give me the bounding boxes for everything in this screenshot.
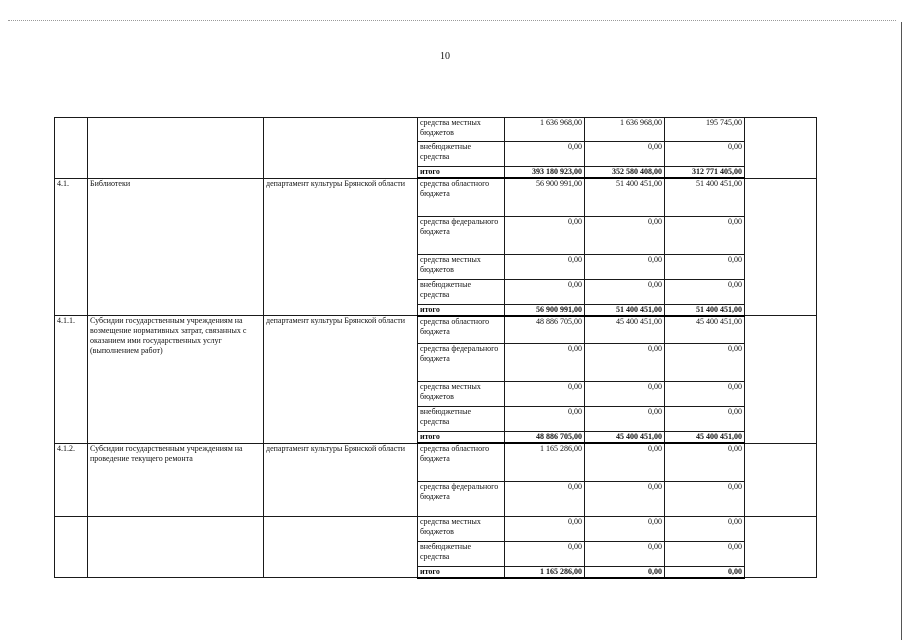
row-name: Библиотеки — [88, 178, 264, 316]
value-cell: 45 400 451,00 — [585, 432, 665, 444]
value-cell: 0,00 — [585, 541, 665, 566]
row-name — [88, 516, 264, 578]
value-cell: 0,00 — [665, 344, 745, 382]
funding-source: итого — [418, 566, 505, 578]
value-cell: 1 636 968,00 — [585, 118, 665, 142]
funding-source: средства федерального бюджета — [418, 216, 505, 254]
value-cell: 45 400 451,00 — [665, 432, 745, 444]
value-cell: 0,00 — [585, 254, 665, 279]
table-row — [55, 316, 817, 344]
value-cell: 0,00 — [585, 142, 665, 167]
row-name: Субсидии государственным учреждениям на возмещение нормативных затрат, связанных с оказанием ими государственных услуг (выполнением работ) — [88, 316, 264, 444]
value-cell: 0,00 — [585, 516, 665, 541]
row-code: 4.1.2. — [55, 443, 88, 516]
value-cell: 0,00 — [665, 407, 745, 432]
value-cell: 195 745,00 — [665, 118, 745, 142]
value-cell: 0,00 — [505, 142, 585, 167]
funding-source: средства областного бюджета — [418, 316, 505, 344]
funding-source: итого — [418, 432, 505, 444]
value-cell: 0,00 — [585, 216, 665, 254]
row-executor — [264, 516, 418, 578]
value-cell: 312 771 405,00 — [665, 167, 745, 179]
value-cell: 0,00 — [665, 516, 745, 541]
value-cell: 0,00 — [585, 382, 665, 407]
table-row — [55, 118, 817, 142]
value-cell: 0,00 — [665, 382, 745, 407]
empty-cell — [745, 316, 817, 444]
funding-source: средства областного бюджета — [418, 443, 505, 481]
value-cell: 0,00 — [665, 142, 745, 167]
value-cell: 0,00 — [665, 254, 745, 279]
value-cell: 0,00 — [585, 279, 665, 304]
value-cell: 0,00 — [505, 216, 585, 254]
table-row — [55, 516, 817, 541]
value-cell: 48 886 705,00 — [505, 316, 585, 344]
value-cell: 0,00 — [505, 254, 585, 279]
value-cell: 0,00 — [585, 566, 665, 578]
value-cell: 0,00 — [505, 344, 585, 382]
value-cell: 0,00 — [665, 566, 745, 578]
empty-cell — [745, 443, 817, 516]
value-cell: 0,00 — [505, 516, 585, 541]
funding-source: средства областного бюджета — [418, 178, 505, 216]
funding-source: средства местных бюджетов — [418, 118, 505, 142]
value-cell: 45 400 451,00 — [665, 316, 745, 344]
row-code — [55, 516, 88, 578]
row-executor — [264, 118, 418, 179]
funding-source: внебюджетные средства — [418, 407, 505, 432]
scan-artifact-line — [8, 20, 896, 21]
page-number: 10 — [440, 51, 450, 62]
row-code — [55, 118, 88, 179]
value-cell: 0,00 — [665, 216, 745, 254]
value-cell: 0,00 — [505, 481, 585, 516]
table-row — [55, 178, 817, 216]
row-code: 4.1.1. — [55, 316, 88, 444]
value-cell: 51 400 451,00 — [585, 304, 665, 316]
funding-source: итого — [418, 304, 505, 316]
value-cell: 51 400 451,00 — [665, 178, 745, 216]
value-cell: 56 900 991,00 — [505, 178, 585, 216]
value-cell: 45 400 451,00 — [585, 316, 665, 344]
value-cell: 51 400 451,00 — [665, 304, 745, 316]
value-cell: 0,00 — [505, 279, 585, 304]
value-cell: 0,00 — [665, 481, 745, 516]
funding-source: итого — [418, 167, 505, 179]
value-cell: 0,00 — [505, 407, 585, 432]
value-cell: 0,00 — [585, 481, 665, 516]
row-name — [88, 118, 264, 179]
scan-edge-line — [901, 22, 902, 640]
funding-source: средства местных бюджетов — [418, 382, 505, 407]
funding-source: внебюджетные средства — [418, 541, 505, 566]
funding-source: внебюджетные средства — [418, 279, 505, 304]
value-cell: 0,00 — [585, 344, 665, 382]
funding-source: внебюджетные средства — [418, 142, 505, 167]
value-cell: 352 580 408,00 — [585, 167, 665, 179]
empty-cell — [745, 118, 817, 179]
value-cell: 51 400 451,00 — [585, 178, 665, 216]
empty-cell — [745, 178, 817, 316]
value-cell: 0,00 — [665, 443, 745, 481]
funding-source: средства местных бюджетов — [418, 516, 505, 541]
value-cell: 0,00 — [585, 407, 665, 432]
empty-cell — [745, 516, 817, 578]
value-cell: 48 886 705,00 — [505, 432, 585, 444]
value-cell: 1 165 286,00 — [505, 566, 585, 578]
row-executor: департамент культуры Брянской области — [264, 316, 418, 444]
row-code: 4.1. — [55, 178, 88, 316]
table-row — [55, 443, 817, 481]
value-cell: 0,00 — [505, 541, 585, 566]
funding-source: средства местных бюджетов — [418, 254, 505, 279]
value-cell: 1 165 286,00 — [505, 443, 585, 481]
funding-source: средства федерального бюджета — [418, 344, 505, 382]
row-name: Субсидии государственным учреждениям на проведение текущего ремонта — [88, 443, 264, 516]
value-cell: 393 180 923,00 — [505, 167, 585, 179]
funding-source: средства федерального бюджета — [418, 481, 505, 516]
value-cell: 56 900 991,00 — [505, 304, 585, 316]
value-cell: 0,00 — [665, 279, 745, 304]
value-cell: 0,00 — [665, 541, 745, 566]
value-cell: 0,00 — [505, 382, 585, 407]
value-cell: 1 636 968,00 — [505, 118, 585, 142]
row-executor: департамент культуры Брянской области — [264, 443, 418, 516]
budget-table — [54, 117, 817, 579]
row-executor: департамент культуры Брянской области — [264, 178, 418, 316]
value-cell: 0,00 — [585, 443, 665, 481]
